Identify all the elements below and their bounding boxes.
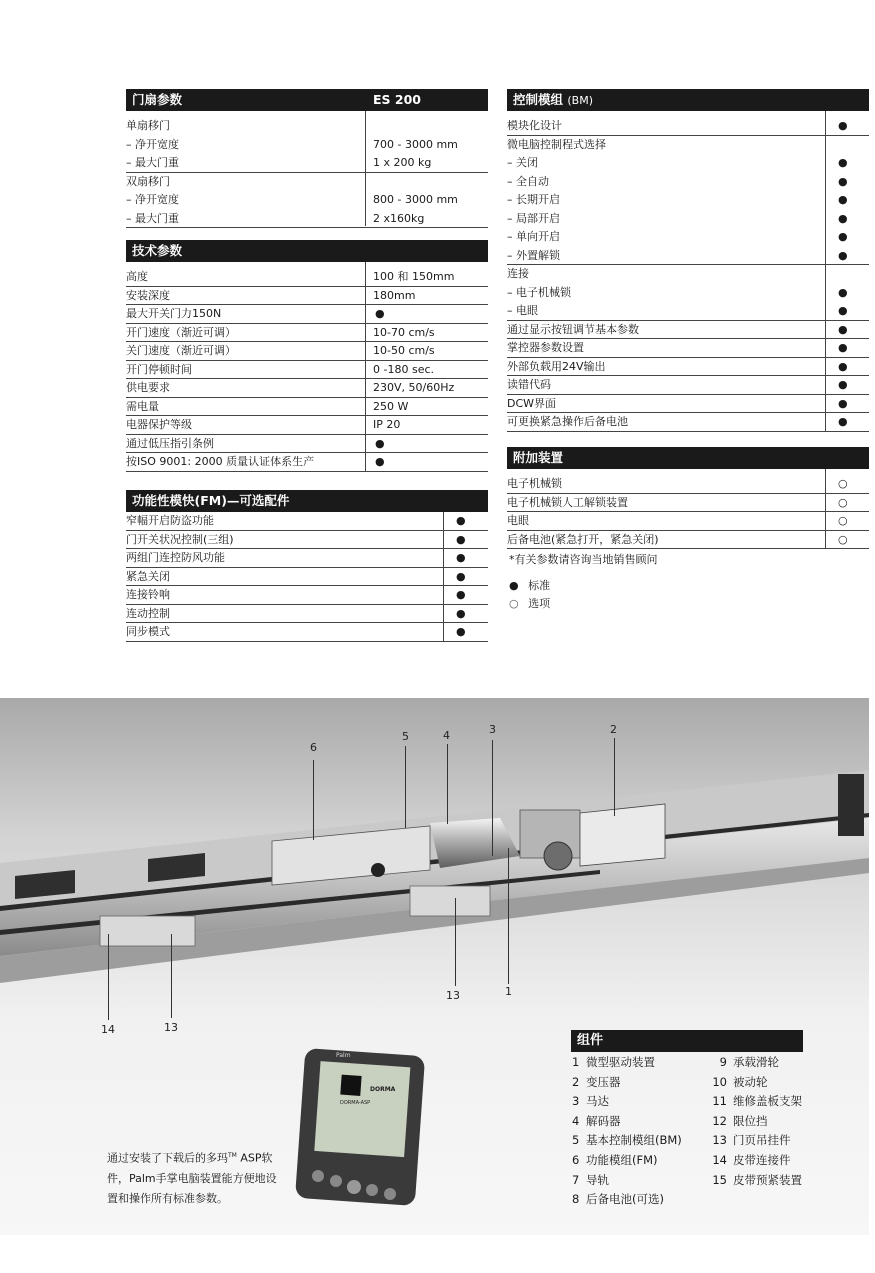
table-row: – 最大门重 1 x 200 kg [126,154,488,173]
door-params-model: ES 200 [373,92,421,107]
table-row: 开门速度（渐近可调） 10-70 cm/s [126,324,488,343]
list-item: 15 皮带预紧装置 [712,1172,802,1187]
table-row: 紧急关闭 ● [126,568,488,587]
table-row: – 长期开启 ● [507,193,848,206]
callout-13-right: 13 [446,989,460,1002]
accessories-table [507,475,869,549]
device-brand: Palm [336,1052,351,1059]
table-row: – 净开宽度 700 - 3000 mm [126,137,458,151]
tech-params-table [126,268,488,472]
control-module-table [507,117,869,432]
device-title: DORMA-ASP [340,1100,371,1106]
components-header [571,1030,803,1052]
list-item: 10 被动轮 [712,1074,768,1089]
control-module-header [507,89,869,111]
list-item: 12 限位挡 [712,1113,768,1128]
list-item: 7 导轨 [572,1172,609,1187]
list-item: 13 门页吊挂件 [712,1133,791,1148]
table-row: 电子机械锁 ○ [507,475,869,494]
table-row: 连接 [507,267,529,280]
list-item: 4 解码器 [572,1113,621,1128]
func-modules-table [126,512,488,642]
table-row: 两组门连控防风功能 ● [126,549,488,568]
tech-params-header [126,240,488,262]
table-row: 可更换紧急操作后备电池 ● [507,413,869,432]
callout-4: 4 [443,729,450,742]
control-module-suffix: (BM) [567,94,593,107]
table-row: 安装深度 180mm [126,287,488,306]
door-params-header [126,89,488,111]
table-row: 最大开关门力150N ● [126,305,488,324]
palm-caption: 通过安装了下载后的多玛™ ASP软 件，Palm手掌电脑装置能方便地设 置和操作所有标准参数。 [107,1151,277,1205]
components-right-list [707,1053,802,1190]
callout-6: 6 [310,741,317,754]
palm-device-illustration [295,1048,425,1206]
list-item: 9 承载滑轮 [719,1055,779,1069]
callout-5: 5 [402,730,409,743]
table-row: 高度 100 和 150mm [126,268,488,287]
table-row: 通过低压指引条例 ● [126,435,488,454]
table-row: – 净开宽度 800 - 3000 mm [126,193,458,206]
legend-option-symbol: ○ [509,597,519,610]
table-row: 开门停顿时间 0 -180 sec. [126,361,488,380]
list-item: 2 变压器 [572,1074,621,1089]
list-item: 3 马达 [572,1094,609,1109]
components-title: 组件 [577,1033,604,1048]
table-row: 窄幅开启防盗功能 ● [126,512,488,531]
list-item: 11 维修盖板支架 [712,1094,802,1109]
table-row: – 最大门重 2 x160kg [126,210,488,229]
table-row: 微电脑控制程式选择 [507,137,606,151]
legend-standard: ● 标准 [509,579,551,592]
func-modules-header [126,490,488,512]
table-row: 连动控制 ● [126,605,488,624]
table-row: – 外置解锁 ● [507,247,869,266]
legend-option: ○ 选项 [509,597,551,610]
table-row: 双扇移门 [126,174,170,188]
table-row: – 电眼 ● [507,302,869,321]
device-logo: DORMA [370,1086,396,1093]
list-item: 8 后备电池(可选) [572,1192,664,1207]
table-row: 供电要求 230V, 50/60Hz [126,379,488,398]
table-row: 按ISO 9001: 2000 质量认证体系生产 ● [126,453,488,472]
list-item: 1 微型驱动装置 [572,1055,655,1069]
accessories-header [507,447,869,469]
list-item: 14 皮带连接件 [712,1152,791,1167]
table-row: 通过显示按钮调节基本参数 ● [507,321,869,340]
table-row: 电子机械锁人工解锁装置 ○ [507,494,869,513]
callout-13-left: 13 [164,1021,178,1034]
table-row: – 单向开启 ● [507,230,848,243]
table-row: 模块化设计 ● [507,117,869,136]
table-row: 后备电池(紧急打开，紧急关闭) ○ [507,531,869,550]
door-params-title: 门扇参数 [132,92,183,107]
table-row: 门开关状况控制(三组) ● [126,531,488,550]
table-row: 读错代码 ● [507,376,869,395]
table-row: – 关闭 ● [507,156,848,169]
table-row: 需电量 250 W [126,398,488,417]
callout-1: 1 [505,985,512,998]
table-row: – 局部开启 ● [507,211,848,225]
table-row: 掌控器参数设置 ● [507,339,869,358]
table-row: 外部负载用24V输出 ● [507,358,869,377]
legend-standard-symbol: ● [509,579,519,592]
accessories-title: 附加装置 [513,450,564,465]
accessories-footnote: *有关参数请咨询当地销售顾问 [509,553,658,566]
table-row: 同步模式 ● [126,623,488,642]
door-params-table [126,117,488,228]
list-item: 5 基本控制模组(BM) [572,1133,682,1148]
table-row: – 电子机械锁 ● [507,285,848,299]
table-row: 电眼 ○ [507,512,869,531]
callout-2: 2 [610,723,617,736]
table-row: 单扇移门 [126,119,170,132]
callout-3: 3 [489,723,496,736]
tech-params-title: 技术参数 [132,243,183,258]
table-row: 连接铃响 ● [126,586,488,605]
table-row: DCW界面 ● [507,395,869,414]
control-module-title: 控制模组 [513,92,564,107]
table-row: – 全自动 ● [507,174,848,188]
table-row: 关门速度（渐近可调） 10-50 cm/s [126,342,488,361]
callout-14: 14 [101,1023,115,1036]
components-left-list [572,1053,682,1210]
func-modules-title: 功能性模快(FM)—可选配件 [132,493,290,508]
table-row: 电器保护等级 IP 20 [126,416,488,435]
list-item: 6 功能模组(FM) [572,1152,658,1167]
